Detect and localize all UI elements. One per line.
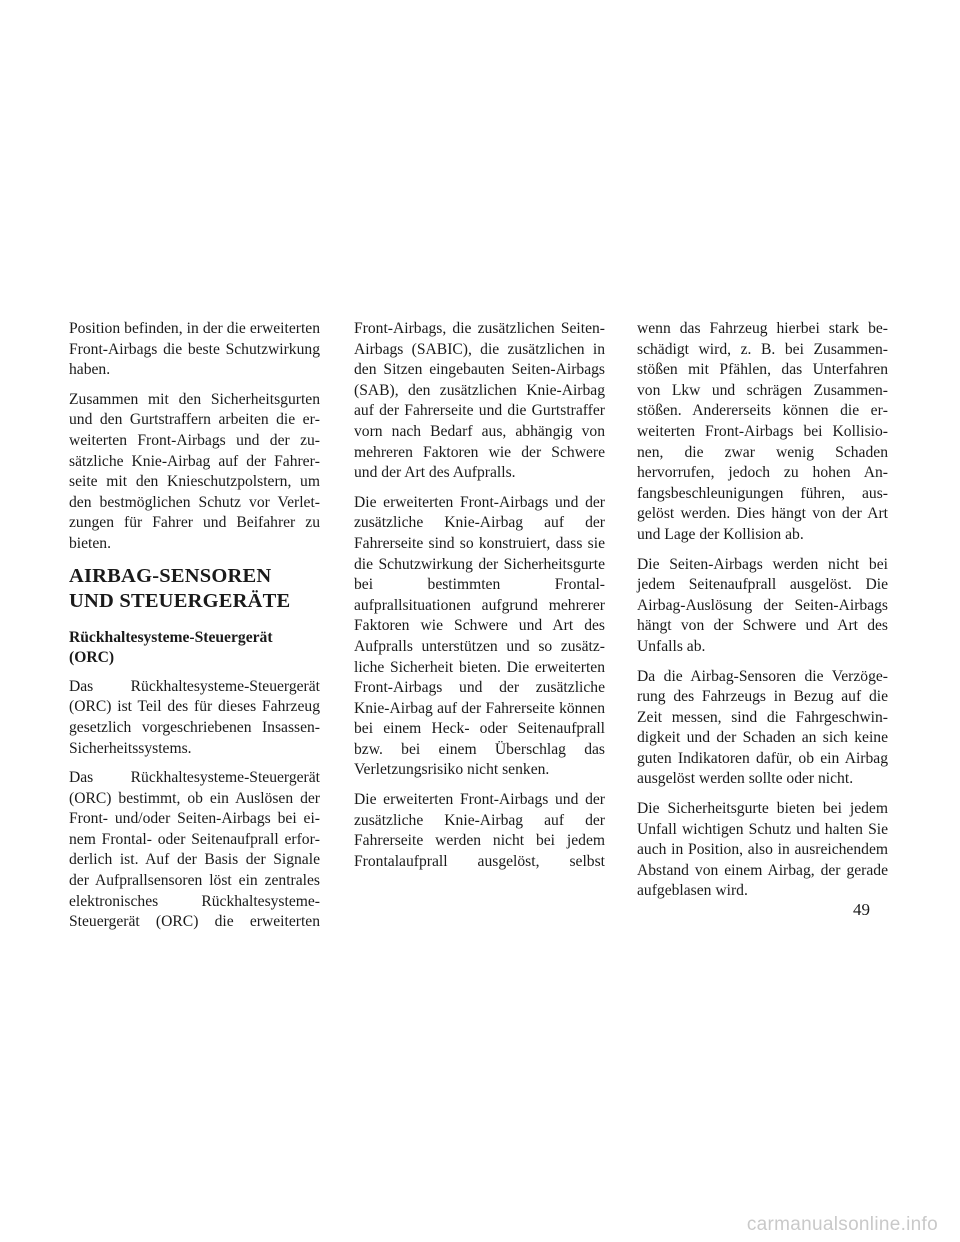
- text-column-middle: [354, 319, 605, 881]
- paragraph: Das Rückhaltesysteme-Steuergerät (ORC) ist Teil des für dieses Fahrzeug gesetzlich vorgeschriebenen Insassen-Sicherheitssystems.: [69, 677, 320, 757]
- paragraph: wenn das Fahrzeug hierbei stark beschädigt wird, z. B. bei Zusammenstößen mit Pfählen, das Unterfahren von Lkw und schrägen Zusammenstößen. Andererseits können die erweiterten Front-Airbags bei Kollisionen, die zwar wenig Schaden hervorrufen, jedoch zu hohen Anfangsbeschleunigungen führen, ausgelöst werden. Dies hängt von der Art und Lage der Kollision ab.: [637, 320, 888, 543]
- paragraph: Die erweiterten Front-Airbags und der zusätzliche Knie-Airbag auf der Fahrerseite werden nicht bei jedem Frontalaufprall ausgelöst, selbst: [354, 791, 605, 870]
- sub-heading: Rückhaltesysteme-Steuergerät (ORC): [69, 628, 273, 667]
- paragraph: Position befinden, in der die erweiterten Front-Airbags die beste Schutzwirkung haben.: [69, 320, 320, 379]
- section-heading: AIRBAG-SENSOREN UND STEUERGERÄTE: [69, 564, 291, 612]
- text-column-left: [69, 319, 320, 942]
- paragraph: Die Sicherheitsgurte bieten bei jedem Unfall wichtigen Schutz und halten Sie auch in Position, also in ausreichendem Abstand von einem Airbag, der gerade aufgeblasen wird.: [637, 800, 888, 900]
- watermark: carmanualsonline.info: [746, 1214, 938, 1235]
- paragraph: Die erweiterten Front-Airbags und der zusätzliche Knie-Airbag auf der Fahrerseite sind so konstruiert, dass sie die Schutzwirkung der Sicherheitsgurte bei bestimmten Frontalaufprallsituationen aufgrund mehrerer Faktoren wie Schwere und Art des Aufpralls unterstützen und so zusätzliche Sicherheit bieten. Die erweiterten Front-Airbags und der zusätzliche Knie-Airbag auf der Fahrerseite können bei einem Heck- oder Seitenaufprall bzw. bei einem Überschlag das Verletzungsrisiko nicht senken.: [354, 493, 605, 779]
- paragraph: Front-Airbags, die zusätzlichen Seiten-Airbags (SABIC), die zusätzlichen in den Sitzen eingebauten Seiten-Airbags (SAB), den zusätzlichen Knie-Airbag auf der Fahrerseite und die Gurtstraffer vorn nach Bedarf aus, abhängig von mehreren Faktoren wie der Schwere und der Art des Aufpralls.: [354, 320, 605, 482]
- paragraph: Da die Airbag-Sensoren die Verzögerung des Fahrzeugs in Bezug auf die Zeit messen, sind die Fahrgeschwindigkeit und der Schaden an sich keine guten Indikatoren dafür, ob ein Airbag ausgelöst werden sollte oder nicht.: [637, 667, 888, 788]
- text-column-right: [637, 319, 888, 911]
- paragraph: Die Seiten-Airbags werden nicht bei jedem Seitenaufprall ausgelöst. Die Airbag-Auslösung der Seiten-Airbags hängt von der Schwere und Art des Unfalls ab.: [637, 555, 888, 655]
- paragraph: Zusammen mit den Sicherheitsgurten und den Gurtstraffern arbeiten die erweiterten Front-Airbags und der zusätzliche Knie-Airbag auf der Fahrerseite mit den Knieschutzpolstern, um den bestmöglichen Schutz vor Verletzungen für Fahrer und Beifahrer zu bieten.: [69, 390, 320, 552]
- paragraph: Das Rückhaltesysteme-Steuergerät (ORC) bestimmt, ob ein Auslösen der Front- und/oder Seiten-Airbags bei einem Frontal- oder Seitenaufprall erforderlich ist. Auf der Basis der Signale der Aufprallsensoren löst ein zentrales elektronisches Rückhaltesysteme-Steuergerät (ORC) die erweiterten: [69, 769, 320, 931]
- page-number: 49: [853, 900, 870, 919]
